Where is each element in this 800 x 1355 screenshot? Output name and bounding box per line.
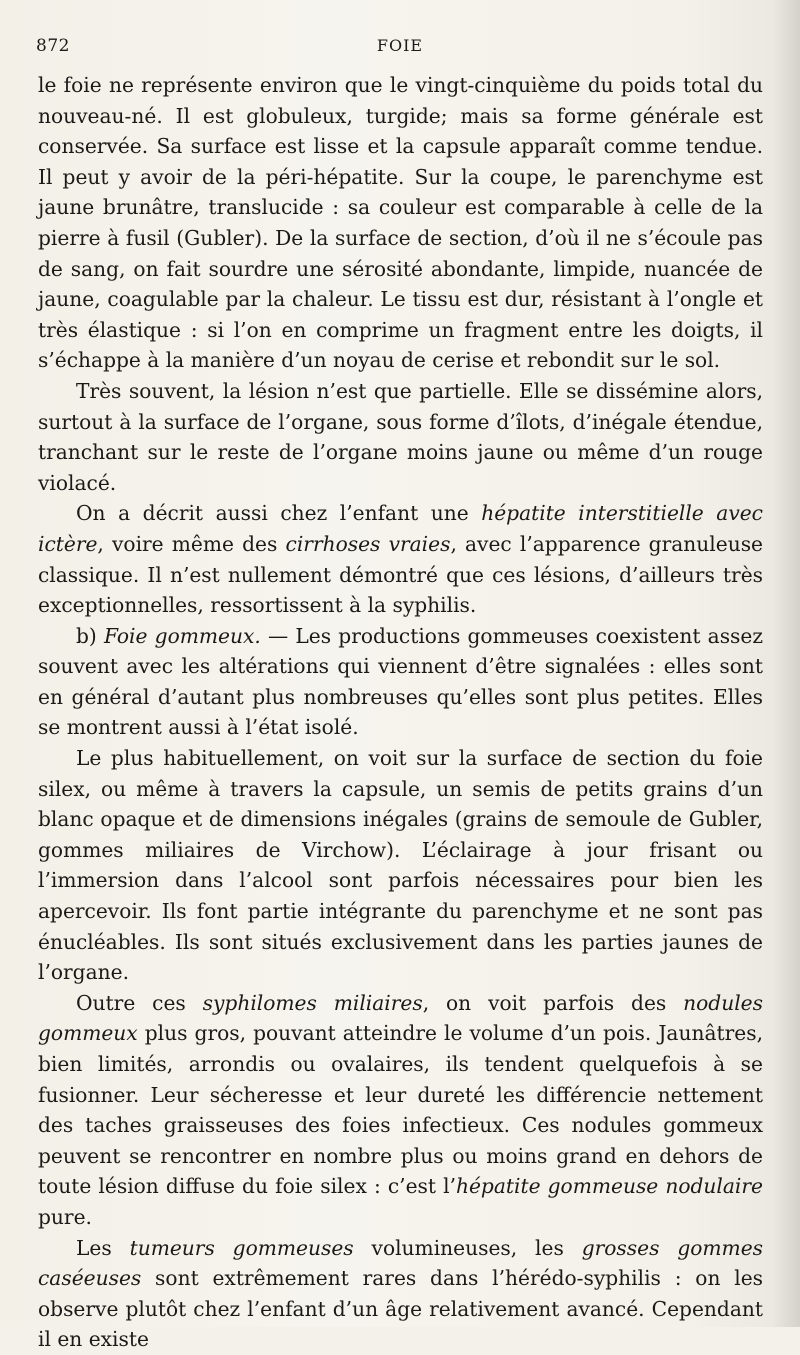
body-text bbox=[38, 70, 763, 1355]
paragraph-7 bbox=[38, 1233, 763, 1355]
paragraph-7-text-b: volumineuses, les bbox=[353, 1235, 582, 1260]
paragraph-6-italic-b: nodules gommeux bbox=[38, 990, 763, 1046]
paragraph-3 bbox=[38, 498, 763, 620]
paragraph-4 bbox=[38, 621, 763, 743]
page-edge-shadow bbox=[772, 0, 800, 1327]
paragraph-3-text-b: , voire même des bbox=[97, 531, 286, 556]
paragraph-7-text-a: Les bbox=[76, 1235, 130, 1260]
paragraph-3-italic-a: hépatite interstitielle avec ictère bbox=[38, 501, 763, 556]
paragraph-6 bbox=[38, 988, 763, 1233]
paragraph-6-text-b: , on voit parfois des bbox=[422, 990, 684, 1015]
paragraph-3-text-a: On a décrit aussi chez l’enfant une bbox=[76, 501, 482, 526]
paragraph-6-text-d: pure. bbox=[38, 1204, 92, 1229]
running-title: FOIE bbox=[376, 36, 424, 55]
paragraph-7-italic-a: tumeurs gommeuses bbox=[129, 1235, 354, 1260]
paragraph-3-italic-b: cirrhoses vraies bbox=[285, 531, 451, 556]
section-label: b) bbox=[76, 623, 104, 648]
paragraph-1-text: le foie ne représente environ que le vingt-cinquième du poids total du nouveau-né. Il est globuleux, turgide; mais sa forme générale est conservée. Sa surface est lisse et la capsule apparaît comme tendue. Il peut y avoir de la péri-hépatite. Sur la coupe, le parenchyme est jaune brunâtre, translucide : sa couleur est comparable à celle de la pierre à fusil (Gubler). De la surface de section, d’où il ne s’écoule pas de sang, on fait sourdre une sérosité abondante, limpide, nuancée de jaune, coagulable par la chaleur. Le tissu est dur, résistant à l’ongle et très élastique : si l’on en comprime un fragment entre les doigts, il s’échappe à la manière d’un noyau de cerise et rebondit sur le sol. bbox=[38, 73, 763, 373]
paragraph-3-text-c: , avec l’apparence granuleuse classique. Il n’est nullement démontré que ces lésions, d’ailleurs très exceptionnelles, ressortissent à la syphilis. bbox=[38, 531, 764, 618]
paragraph-6-text-a: Outre ces bbox=[76, 990, 203, 1015]
paragraph-5 bbox=[38, 743, 763, 988]
paragraph-5-text: Le plus habituellement, on voit sur la surface de section du foie silex, ou même à travers la capsule, un semis de petits grains d’un blanc opaque et de dimensions inégales (grains de semoule de Gubler, gommes miliaires de Virchow). L’éclairage à jour frisant ou l’immersion dans l’alcool sont parfois nécessaires pour bien les apercevoir. Ils font partie intégrante du parenchyme et ne sont pas énucléables. Ils sont situés exclusivement dans les parties jaunes de l’organe. bbox=[38, 746, 763, 985]
page-number: 872 bbox=[36, 36, 70, 56]
paragraph-1 bbox=[38, 70, 763, 376]
paragraph-2-text: Très souvent, la lésion n’est que partielle. Elle se dissémine alors, surtout à la surface de l’organe, sous forme d’îlots, d’inégale étendue, tranchant sur le reste de l’organe moins jaune ou même d’un rouge violacé. bbox=[38, 378, 763, 495]
page-header bbox=[36, 36, 764, 60]
paragraph-6-italic-a: syphilomes miliaires bbox=[202, 990, 423, 1015]
paragraph-6-italic-c: hépatite gommeuse nodulaire bbox=[455, 1174, 763, 1199]
paragraph-7-text-c: sont extrêmement rares dans l’hérédo-syphilis : on les observe plutôt chez l’enfant d’un âge relativement avancé. Cependant il en existe bbox=[38, 1266, 763, 1352]
paragraph-7-italic-b: grosses gommes caséeuses bbox=[38, 1235, 763, 1291]
paragraph-6-text-c: plus gros, pouvant atteindre le volume d’un pois. Jaunâtres, bien limités, arrondis ou ovalaires, ils tendent quelquefois à se fusionner. Leur sécheresse et leur dureté les différencie nettement des taches graisseuses des foies infectieux. Ces nodules gommeux peuvent se rencontrer en nombre plus ou moins grand en dehors de toute lésion diffuse du foie silex : c’est l’ bbox=[38, 1021, 763, 1199]
paragraph-2 bbox=[38, 376, 763, 498]
section-title: Foie gommeux. bbox=[104, 623, 261, 648]
paragraph-4-text: — Les productions gommeuses coexistent assez souvent avec les altérations qui viennent d’être signalées : elles sont en général d’autant plus nombreuses qu’elles sont plus petites. Elles se montrent aussi à l’état isolé. bbox=[38, 623, 763, 740]
